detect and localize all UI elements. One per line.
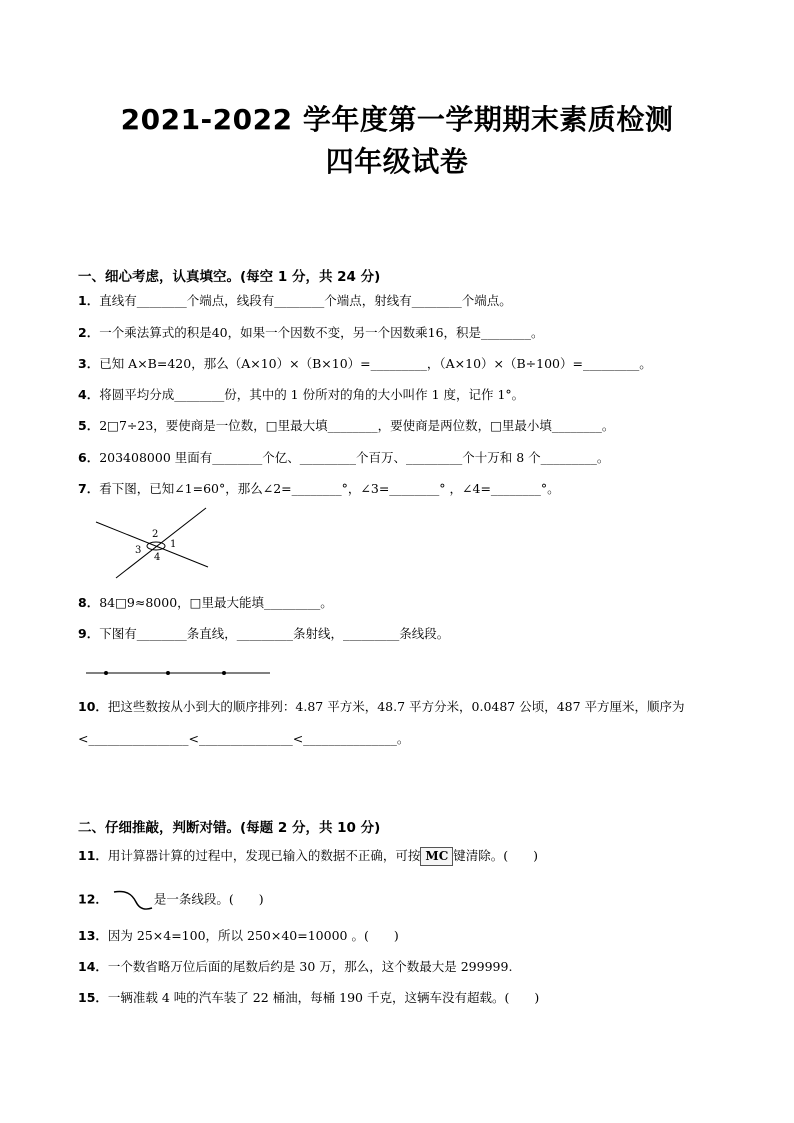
question-number: 6．: [78, 450, 100, 465]
intersecting-lines-figure: [88, 505, 213, 583]
question-text: 直线有________个端点，线段有________个端点，射线有________个端点。: [99, 293, 512, 308]
question-7: [78, 479, 560, 497]
question-4: [78, 385, 524, 403]
question-13: [78, 926, 399, 944]
question-number: 2．: [78, 325, 100, 340]
answer-line-text: <________________<_______________<_______________。: [78, 731, 410, 746]
question-3: [78, 354, 652, 372]
question-number: 14．: [78, 959, 108, 974]
question-text: 已知 A×B=420，那么（A×10）×（B×10）=_________，（A×10）×（B÷100）=_________。: [99, 356, 652, 371]
question-number: 7．: [78, 481, 100, 496]
question-text: 一个数省略万位后面的尾数后约是 30 万，那么，这个数最大是 299999.: [107, 959, 513, 974]
question-10-answer-line: [78, 729, 409, 747]
question-text: 一个乘法算式的积是40，如果一个因数不变，另一个因数乘16，积是________。: [99, 325, 544, 340]
question-10: [78, 697, 685, 715]
question-text-end: 键清除。( ): [453, 848, 539, 863]
question-11: [78, 846, 538, 866]
question-number: 12．: [78, 891, 108, 907]
question-text: 203408000 里面有________个亿、_________个百万、_________个十万和 8 个_________。: [99, 450, 610, 465]
question-6: [78, 448, 609, 466]
question-text: 是一条线段。( ): [153, 891, 264, 907]
question-number: 15．: [78, 990, 108, 1005]
question-2: [78, 323, 544, 341]
question-12: [78, 888, 264, 912]
point-2: [166, 671, 170, 675]
question-text: 84□9≈8000，□里最大能填_________。: [99, 595, 333, 610]
question-text: 看下图，已知∠1=60°，那么∠2=________°，∠3=________° ，∠4=________°。: [99, 481, 560, 496]
angle-label-4: 4: [154, 552, 161, 563]
section2-heading: 二、仔细推敲，判断对错。(每题 2 分，共 10 分): [78, 820, 381, 836]
page-title: 2021-2022 学年度第一学期期末素质检测: [120, 103, 674, 136]
angle-label-1: 1: [170, 539, 177, 550]
question-number: 10．: [78, 699, 108, 714]
page-subtitle: 四年级试卷: [325, 145, 469, 178]
question-text: 下图有________条直线，_________条射线，_________条线段。: [99, 626, 450, 641]
question-9: [78, 624, 449, 642]
question-text: 把这些数按从小到大的顺序排列：4.87 平方米，48.7 平方分米，0.0487 公顷，487 平方厘米，顺序为: [107, 699, 685, 714]
angle-label-3: 3: [135, 545, 142, 556]
point-1: [104, 671, 108, 675]
question-1: [78, 291, 512, 309]
question-text: 因为 25×4=100，所以 250×40=10000 。( ): [107, 928, 399, 943]
question-text: 2□7÷23，要使商是一位数，□里最大填________，要使商是两位数，□里最小填________。: [99, 418, 615, 433]
question-number: 4．: [78, 387, 100, 402]
question-number: 13．: [78, 928, 108, 943]
question-14: [78, 957, 512, 975]
question-text: 一辆准载 4 吨的汽车装了 22 桶油，每桶 190 千克，这辆车没有超载。( ): [107, 990, 540, 1005]
question-15: [78, 988, 539, 1006]
angle-label-2: 2: [152, 529, 159, 540]
question-number: 8．: [78, 595, 100, 610]
curve-figure: [112, 888, 154, 912]
calculator-mc-key: MC: [420, 847, 453, 866]
line-points-figure: [84, 666, 274, 680]
question-number: 5．: [78, 418, 100, 433]
question-8: [78, 593, 333, 611]
question-number: 11．: [78, 848, 108, 863]
question-number: 3．: [78, 356, 100, 371]
question-text: 将圆平均分成________份，其中的 1 份所对的角的大小叫作 1 度，记作 1°。: [99, 387, 525, 402]
question-5: [78, 416, 614, 434]
question-number: 1．: [78, 293, 100, 308]
question-text: 用计算器计算的过程中，发现已输入的数据不正确，可按: [107, 848, 421, 863]
point-3: [222, 671, 226, 675]
question-number: 9．: [78, 626, 100, 641]
section1-heading: 一、细心考虑，认真填空。(每空 1 分，共 24 分): [78, 269, 381, 285]
